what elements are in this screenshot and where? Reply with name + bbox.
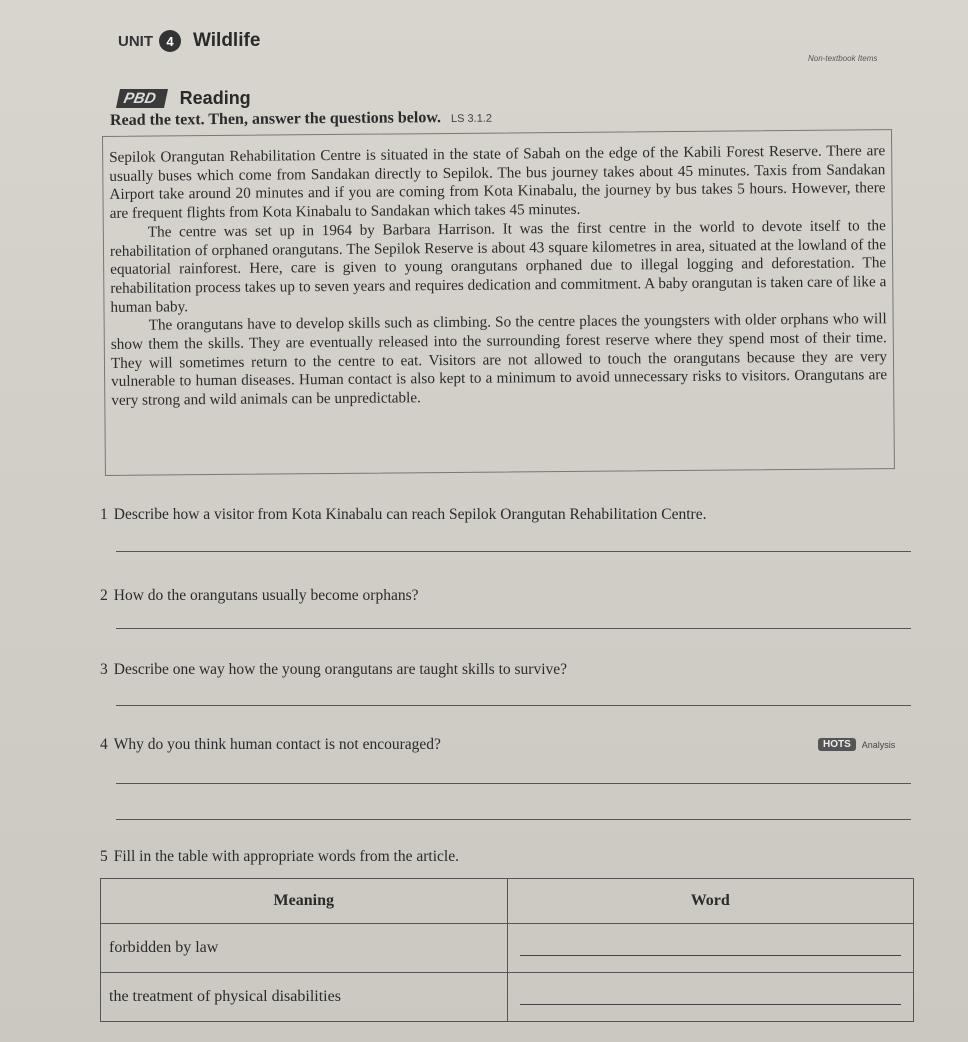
- question-text: Describe how a visitor from Kota Kinabalu can reach Sepilok Orangutan Rehabilitation Centre.: [113, 506, 707, 523]
- meaning-cell: the treatment of physical disabilities: [101, 973, 508, 1022]
- question-3: [100, 661, 567, 679]
- answer-blank[interactable]: [520, 990, 902, 1005]
- passage-paragraph-2: The centre was set up in 1964 by Barbara Harrison. It was the first centre in the world to devote itself to the rehabilitation of orphaned orangutans. The Sepilok Reserve is about 43 square kilometres in area, situated at the lowland of the equatorial rainforest. Here, care is given to young orangutans orphaned due to illegal logging and deforestation. The rehabilitation process takes up to seven years and requires dedication and commitment. A baby orangutan is taken care of like a human baby.: [109, 216, 887, 316]
- unit-title: Wildlife: [193, 30, 261, 51]
- question-text: Why do you think human contact is not encouraged?: [113, 736, 441, 753]
- unit-header: [118, 30, 260, 52]
- answer-blank[interactable]: [520, 941, 902, 956]
- instruction-text: Read the text. Then, answer the questions below.: [109, 109, 442, 129]
- question-number: 3: [100, 661, 108, 678]
- unit-label: UNIT: [118, 32, 153, 50]
- pbd-badge: PBD: [116, 89, 168, 108]
- answer-line-3[interactable]: [116, 705, 911, 706]
- passage-paragraph-3: The orangutans have to develop skills such as climbing. So the centre places the youngsters with older orphans who will show them the skills. They are eventually released into the surrounding forest reserve where they spend most of their time. They will sometimes return to the centre to eat. Visitors are not allowed to touch the orangutans because they are very vulnerable to human diseases. Human contact is also kept to a minimum to avoid unnecessary risks to visitors. Orangutans are very strong and wild animals can be unpredictable.: [110, 310, 888, 410]
- answer-line-4a[interactable]: [116, 783, 911, 784]
- answer-line-4b[interactable]: [116, 819, 911, 820]
- question-5: [100, 848, 459, 866]
- word-cell[interactable]: [507, 973, 914, 1022]
- question-4: [100, 736, 441, 754]
- non-textbook-note: Non-textbook Items: [808, 54, 878, 63]
- meaning-cell: forbidden by law: [101, 924, 508, 973]
- vocabulary-table: [100, 878, 914, 1022]
- hots-badge: HOTS: [818, 738, 856, 751]
- question-text: How do the orangutans usually become orphans?: [113, 587, 419, 604]
- section-header: [118, 88, 251, 109]
- unit-number-badge: 4: [159, 30, 181, 52]
- instruction: [110, 109, 492, 130]
- question-number: 4: [100, 736, 108, 753]
- question-1: [100, 506, 706, 524]
- header-word: Word: [507, 879, 914, 924]
- question-2: [100, 587, 419, 605]
- passage-paragraph-1: Sepilok Orangutan Rehabilitation Centre is situated in the state of Sabah on the edge of the Kabili Forest Reserve. There are usually buses which come from Sandakan directly to Sepilok. The bus journey takes about 45 minutes. Taxis from Sandakan Airport take around 20 minutes and if you are coming from Kota Kinabalu, the journey by bus takes 5 hours. However, there are frequent flights from Kota Kinabalu to Sandakan which takes 45 minutes.: [109, 142, 886, 223]
- hots-label: Analysis: [861, 739, 896, 750]
- hots-tag: [818, 738, 895, 751]
- answer-line-2[interactable]: [116, 628, 911, 629]
- answer-line-1[interactable]: [116, 551, 911, 552]
- question-number: 2: [100, 587, 108, 604]
- question-number: 1: [100, 506, 108, 523]
- table-row: [101, 924, 914, 973]
- header-meaning: Meaning: [101, 879, 508, 924]
- standard-code: LS 3.1.2: [450, 112, 493, 126]
- question-text: Describe one way how the young orangutans are taught skills to survive?: [113, 661, 568, 678]
- table-header-row: [101, 879, 914, 924]
- word-cell[interactable]: [507, 924, 914, 973]
- question-number: 5: [100, 848, 108, 865]
- table-row: [101, 973, 914, 1022]
- reading-passage: [102, 129, 895, 476]
- section-title: Reading: [179, 88, 251, 108]
- question-text: Fill in the table with appropriate words from the article.: [113, 848, 459, 865]
